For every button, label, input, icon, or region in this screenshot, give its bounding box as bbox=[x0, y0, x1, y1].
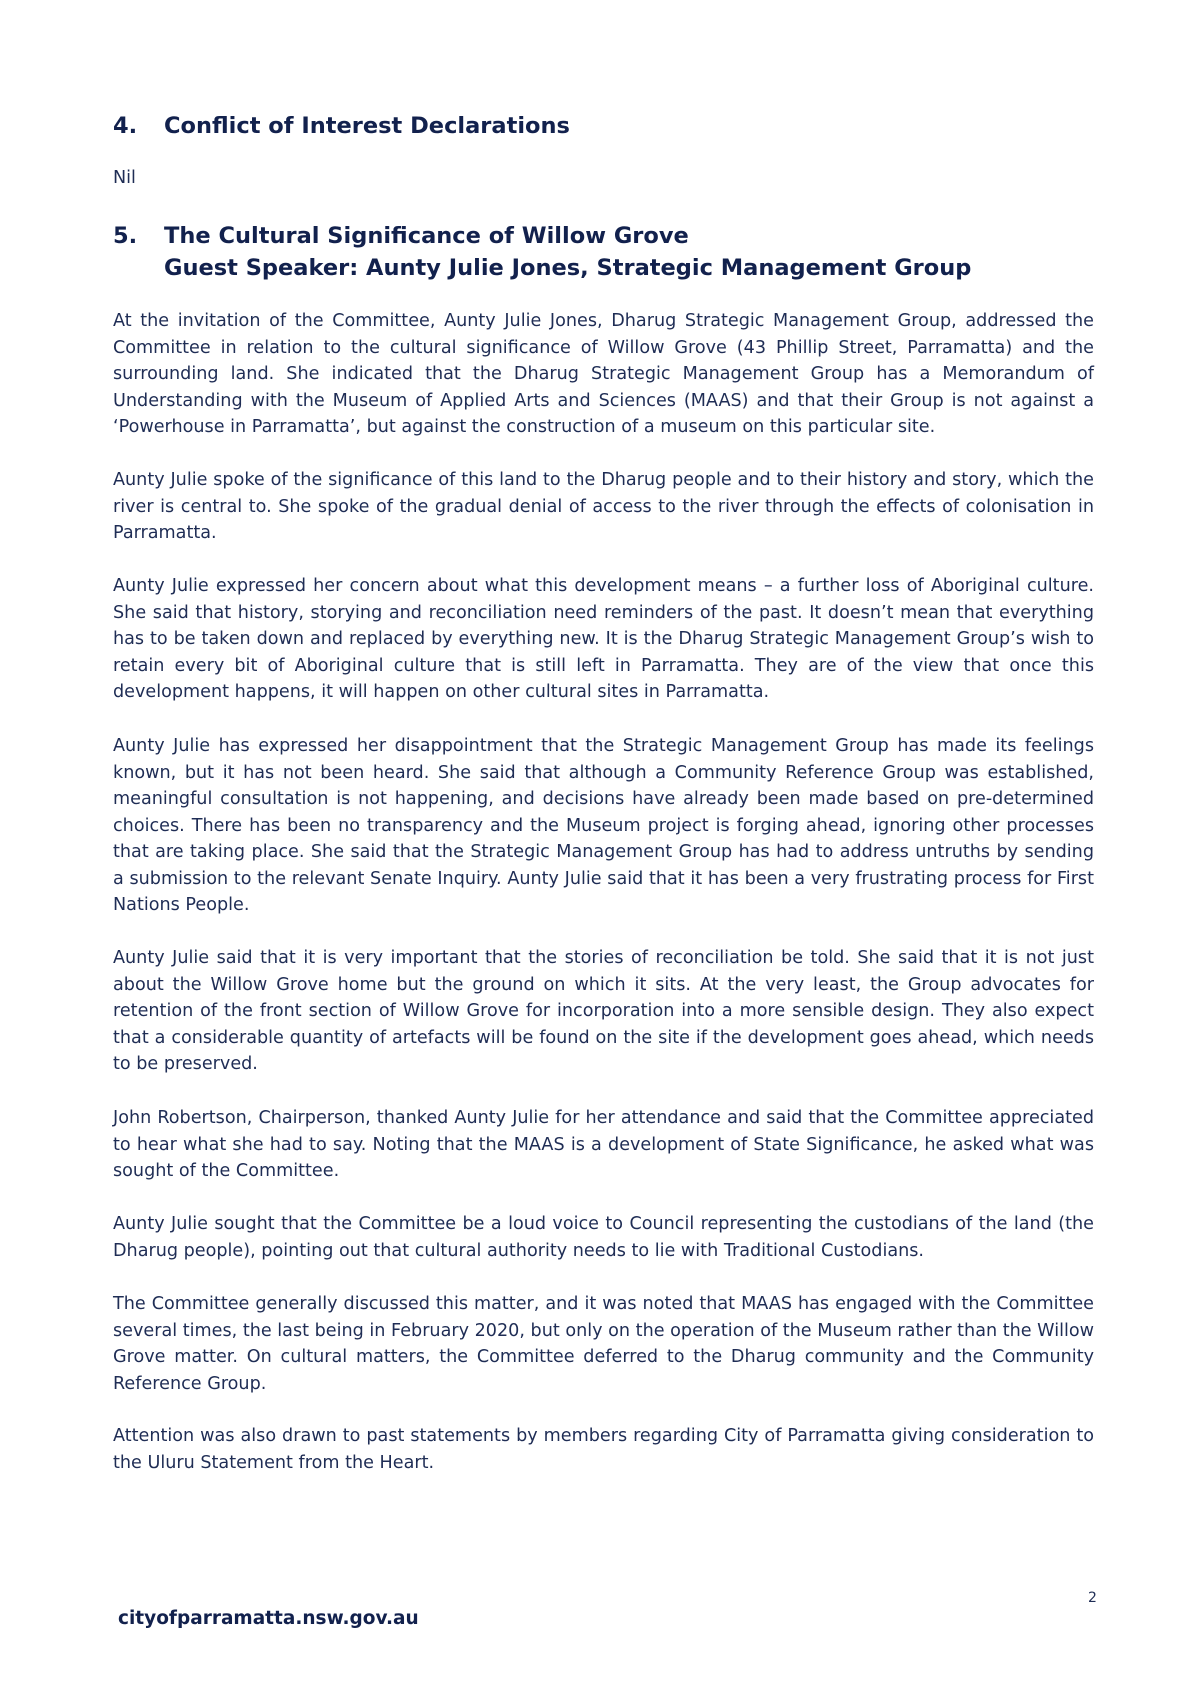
footer-website-link[interactable]: cityofparramatta.nsw.gov.au bbox=[118, 1608, 419, 1629]
paragraph: Aunty Julie spoke of the significance of this land to the Dharug people and to their history and story, which the river is central to. She spoke of the gradual denial of access to the river through the effects of colonisation in Parramatta. bbox=[113, 470, 1094, 543]
section-5-title: The Cultural Significance of Willow Grove bbox=[164, 223, 689, 249]
paragraph: John Robertson, Chairperson, thanked Aunty Julie for her attendance and said that the Committee appreciated to hear what she had to say. Noting that the MAAS is a development of State Significance, he asked what was sought of the Committee. bbox=[113, 1108, 1094, 1181]
section-5-heading bbox=[113, 220, 971, 284]
paragraph: Aunty Julie has expressed her disappointment that the Strategic Management Group has made its feelings known, but it has not been heard. She said that although a Community Reference Group was established, meaningful consultation is not happening, and decisions have already been made based on pre-determined choices. There has been no transparency and the Museum project is forging ahead, ignoring other processes that are taking place. She said that the Strategic Management Group has had to address untruths by sending a submission to the relevant Senate Inquiry. Aunty Julie said that it has been a very frustrating process for First Nations People. bbox=[113, 736, 1094, 915]
section-4-heading bbox=[113, 110, 570, 142]
paragraph: Aunty Julie expressed her concern about what this development means – a further loss of Aboriginal culture. She said that history, storying and reconciliation need reminders of the past. It doesn’t mean that everything has to be taken down and replaced by everything new. It is the Dharug Strategic Management Group’s wish to retain every bit of Aboriginal culture that is still left in Parramatta. They are of the view that once this development happens, it will happen on other cultural sites in Parramatta. bbox=[113, 576, 1094, 702]
page-number: 2 bbox=[1088, 1590, 1097, 1606]
paragraph: The Committee generally discussed this matter, and it was noted that MAAS has engaged with the Committee several times, the last being in February 2020, but only on the operation of the Museum rather than the Willow Grove matter. On cultural matters, the Committee deferred to the Dharug community and the Community Reference Group. bbox=[113, 1294, 1095, 1394]
section-5-subtitle: Guest Speaker: Aunty Julie Jones, Strategic Management Group bbox=[164, 255, 972, 281]
paragraph: Attention was also drawn to past statements by members regarding City of Parramatta giving consideration to the Uluru Statement from the Heart. bbox=[113, 1426, 1094, 1473]
section-4-number: 4. bbox=[113, 113, 138, 139]
section-5-number: 5. bbox=[113, 223, 138, 249]
section-4-body: Nil bbox=[113, 168, 136, 188]
paragraph: Aunty Julie said that it is very important that the stories of reconciliation be told. She said that it is not just about the Willow Grove home but the ground on which it sits. At the very least, the Group advocates for retention of the front section of Willow Grove for incorporation into a more sensible design. They also expect that a considerable quantity of artefacts will be found on the site if the development goes ahead, which needs to be preserved. bbox=[113, 948, 1094, 1074]
paragraph: At the invitation of the Committee, Aunty Julie Jones, Dharug Strategic Management Group, addressed the Committee in relation to the cultural significance of Willow Grove (43 Phillip Street, Parramatta) and the surrounding land. She indicated that the Dharug Strategic Management Group has a Memorandum of Understanding with the Museum of Applied Arts and Sciences (MAAS) and that their Group is not against a ‘Powerhouse in Parramatta’, but against the construction of a museum on this particular site. bbox=[113, 311, 1094, 437]
paragraph: Aunty Julie sought that the Committee be a loud voice to Council representing the custodians of the land (the Dharug people), pointing out that cultural authority needs to lie with Traditional Custodians. bbox=[113, 1214, 1094, 1261]
section-4-title: Conflict of Interest Declarations bbox=[164, 113, 570, 139]
